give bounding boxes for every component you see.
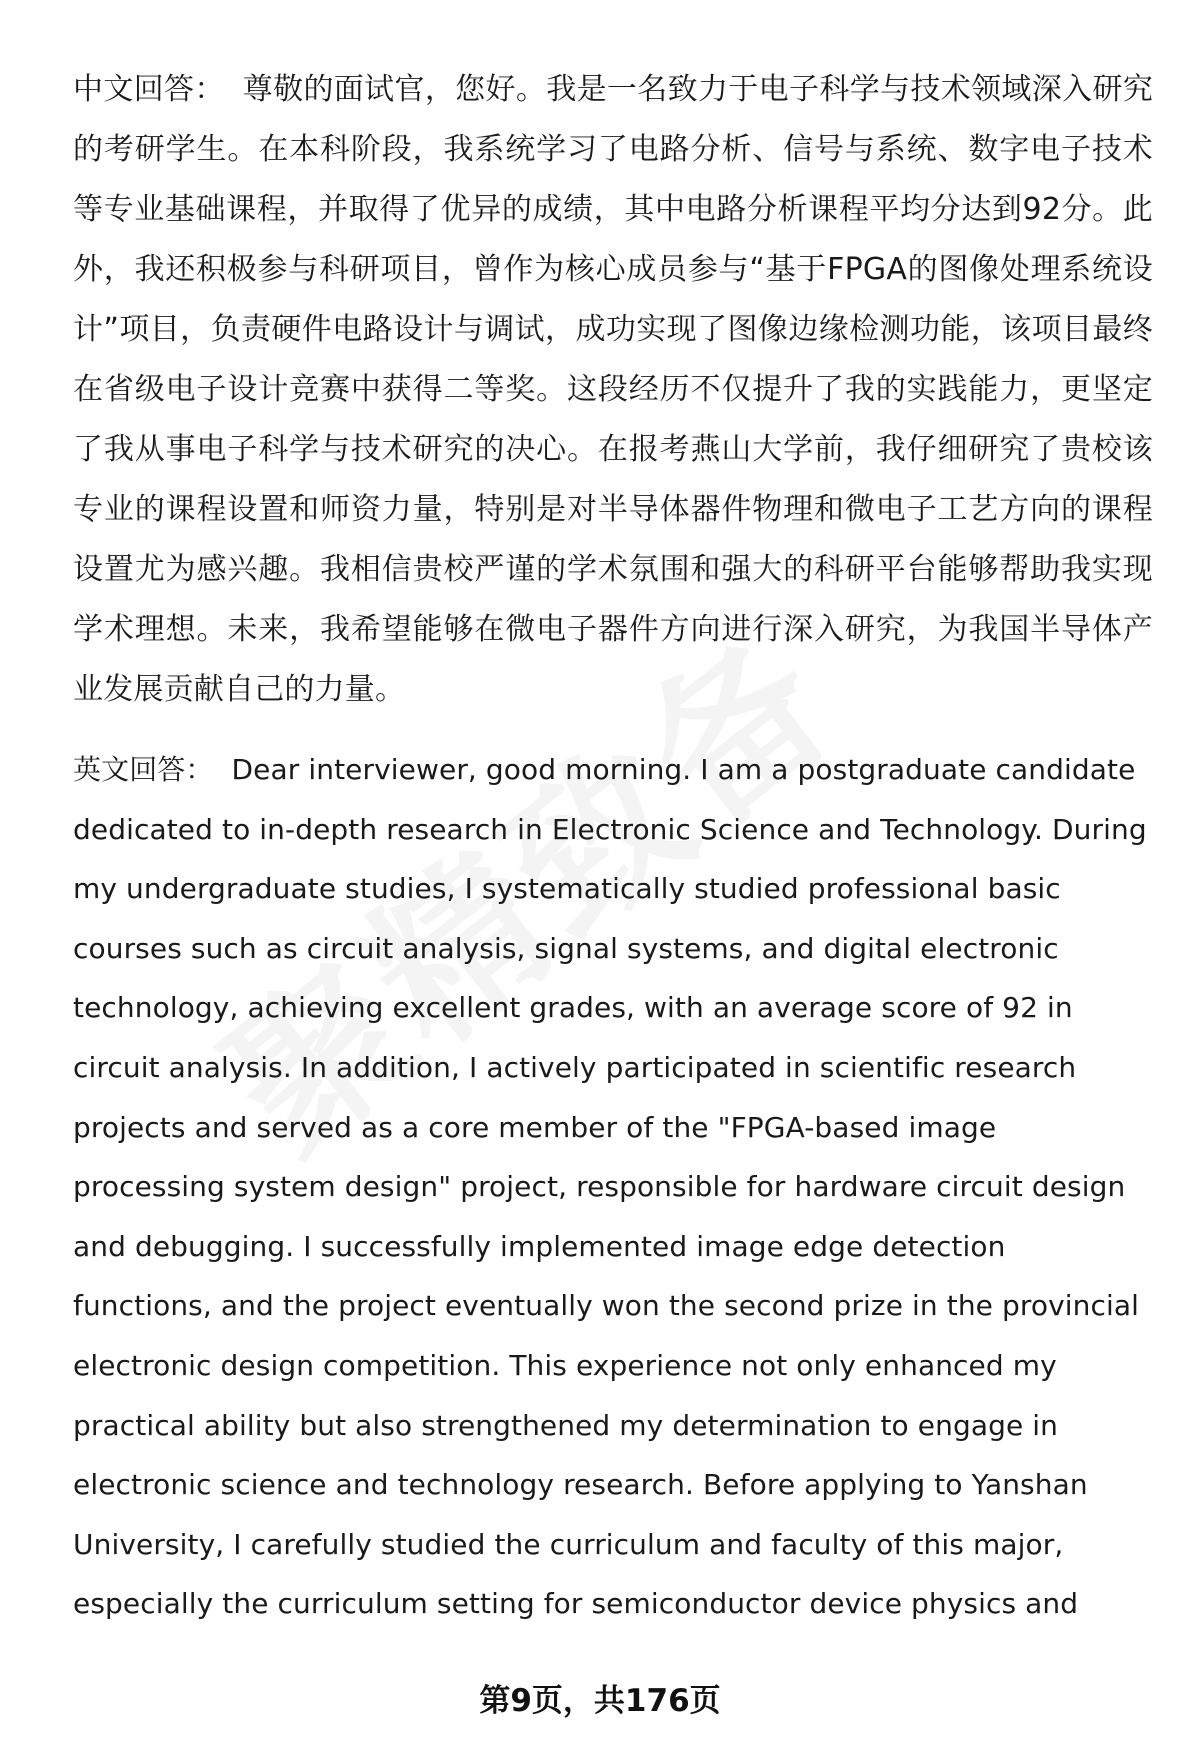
page-content: [73, 60, 1153, 1634]
english-answer-paragraph: [73, 740, 1153, 1634]
chinese-answer-paragraph: [73, 60, 1153, 720]
chinese-answer-text: 尊敬的面试官，您好。我是一名致力于电子科学与技术领域深入研究的考研学生。在本科阶段，我系统学习了电路分析、信号与系统、数字电子技术等专业基础课程，并取得了优异的成绩，其中电路分析课程平均分达到92分。此外，我还积极参与科研项目，曾作为核心成员参与“基于FPGA的图像处理系统设计”项目，负责硬件电路设计与调试，成功实现了图像边缘检测功能，该项目最终在省级电子设计竞赛中获得二等奖。这段经历不仅提升了我的实践能力，更坚定了我从事电子科学与技术研究的决心。在报考燕山大学前，我仔细研究了贵校该专业的课程设置和师资力量，特别是对半导体器件物理和微电子工艺方向的课程设置尤为感兴趣。我相信贵校严谨的学术氛围和强大的科研平台能够帮助我实现学术理想。未来，我希望能够在微电子器件方向进行深入研究，为我国半导体产业发展贡献自己的力量。: [73, 72, 1154, 707]
english-answer-text: Dear interviewer, good morning. I am a postgraduate candidate dedicated to in-depth research in Electronic Science and Technology. During my undergraduate studies, I systematically studied professional basic courses such as circuit analysis, signal systems, and digital electronic technology, achieving excellent grades, with an average score of 92 in circuit analysis. In addition, I actively participated in scientific research projects and served as a core member of the "FPGA-based image processing system design" project, responsible for hardware circuit design and debugging. I successfully implemented image edge detection functions, and the project eventually won the second prize in the provincial electronic design competition. This experience not only enhanced my practical ability but also strengthened my determination to engage in electronic science and technology research. Before applying to Yanshan University, I carefully studied the curriculum and faculty of this major, especially the curriculum setting for semiconductor device physics and: [73, 753, 1147, 1621]
page-number-footer: 第9页，共176页: [479, 1683, 721, 1719]
english-answer-label: 英文回答：: [73, 753, 214, 786]
chinese-answer-label: 中文回答：: [73, 72, 225, 107]
